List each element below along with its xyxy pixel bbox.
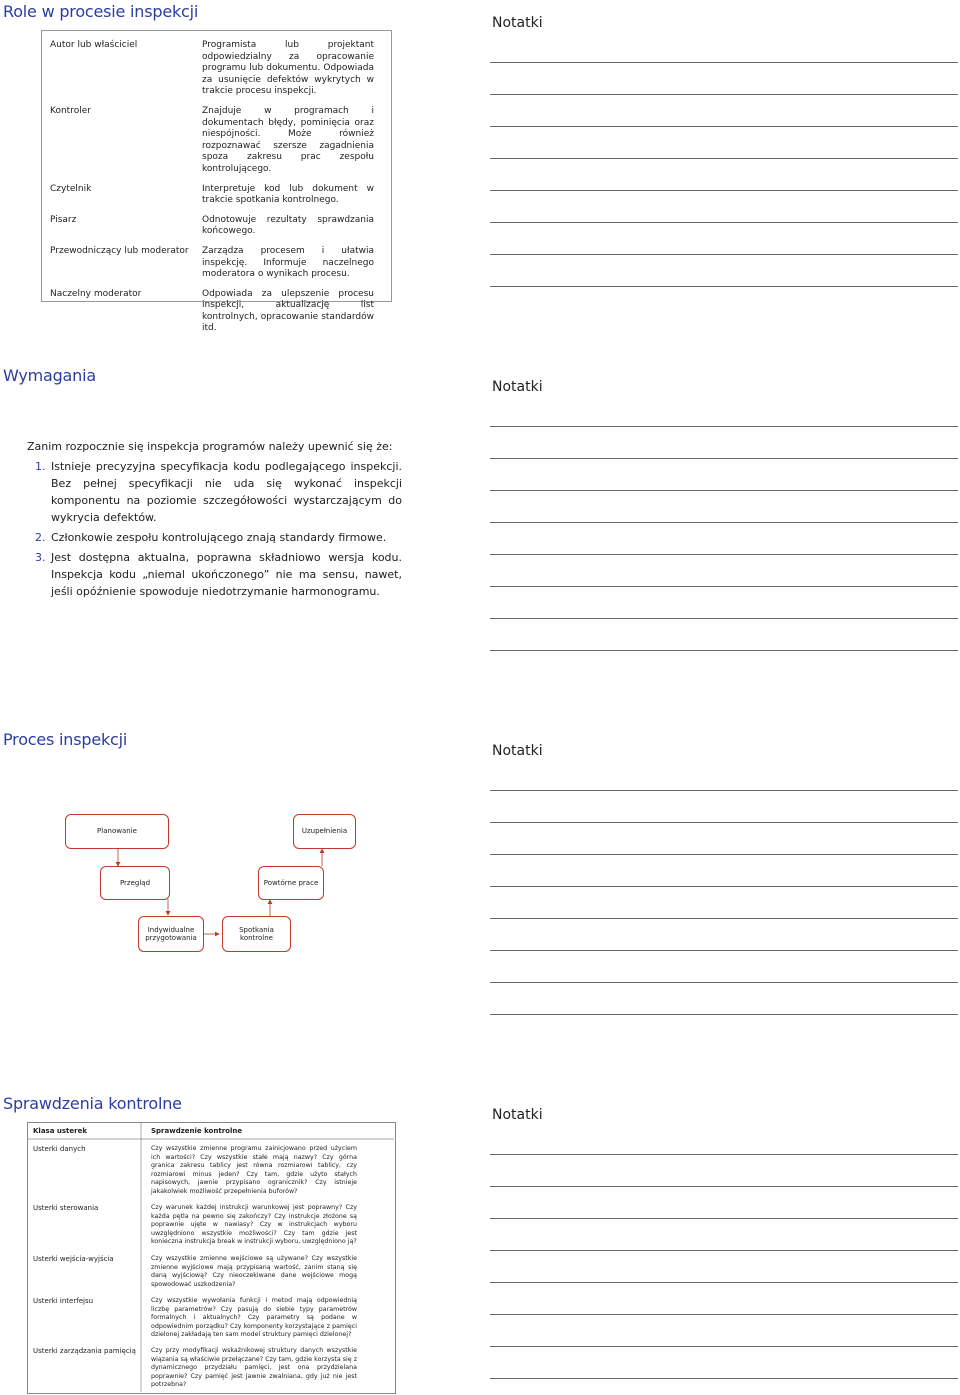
note-line: [490, 62, 958, 63]
role-desc: Interpretuje kod lub dokument w trakcie spotkania kontrolnego.: [202, 183, 374, 206]
requirement-text: Istnieje precyzyjna specyfikacja kodu podlegającego inspekcji. Bez pełnej specyfikacji nie uda się wykonać inspekcji komponentu na poziomie szczegółowości wystarczającym do wykrycia defektów.: [51, 460, 402, 524]
slide-title-proces: Proces inspekcji: [3, 730, 128, 749]
requirement-item: [27, 549, 402, 600]
role-row: [41, 184, 391, 207]
note-line: [490, 458, 958, 459]
role-desc: Programista lub projektant odpowiedzialny za opracowanie programu lub dokumentu. Odpowiada za usunięcie defektów wykrytych w trakcie procesu inspekcji.: [202, 40, 374, 97]
role-desc: Znajduje w programach i dokumentach błędy, pominięcia oraz niespójności. Może również rozpoznawać szersze zagadnienia spoza zakresu prac zespołu kontrolującego.: [202, 105, 374, 174]
checks-col-class: Klasa usterek: [33, 1127, 87, 1135]
note-line: [490, 554, 958, 555]
check-text: Czy warunek każdej instrukcji warunkowej jest poprawny? Czy każda pętla na pewno się zakończy? Czy instrukcje złożone są poprawnie ujęte w nawiasy? Czy w instrukcjach wyboru uwzględniono wszystkie możliwości? Czy tam gdzie jest konieczna instrukcja break w instrukcji wyboru, uwzględniono ją?: [151, 1204, 357, 1246]
note-line: [490, 254, 958, 255]
note-line: [490, 1014, 958, 1015]
flow-spotkania: Spotkania kontrolne: [222, 916, 291, 952]
note-line: [490, 1378, 958, 1379]
role-name: Czytelnik: [50, 183, 92, 194]
check-category: Usterki zarządzania pamięcią: [33, 1347, 136, 1355]
note-line: [490, 618, 958, 619]
note-line: [490, 158, 958, 159]
note-line: [490, 650, 958, 651]
note-line: [490, 522, 958, 523]
role-row: [41, 106, 391, 176]
check-category: Usterki danych: [33, 1145, 86, 1153]
note-line: [490, 982, 958, 983]
note-line: [490, 1346, 958, 1347]
role-name: Naczelny moderator: [50, 288, 142, 299]
role-name: Przewodniczący lub moderator: [50, 245, 189, 256]
note-line: [490, 490, 958, 491]
check-category: Usterki interfejsu: [33, 1297, 94, 1305]
flow-powtorne: Powtórne prace: [258, 866, 324, 900]
note-line: [490, 286, 958, 287]
check-text: Czy wszystkie wywołania funkcji i metod mają odpowiednią liczbę parametrów? Czy pasują do siebie typy parametrów formalnych i aktualnych? Czy parametry są podane w odpowiednim porządku? Czy komponenty korzystające z pamięci dzielonej zakładają ten sam model struktury pamięci dzielonej?: [151, 1297, 357, 1339]
notes-label-2: Notatki: [492, 379, 543, 395]
role-row: [41, 215, 391, 238]
flow-uzupelnienia: Uzupełnienia: [293, 814, 356, 849]
role-desc: Zarządza procesem i ułatwia inspekcję. Informuje naczelnego moderatora o wynikach procesu.: [202, 245, 374, 280]
note-line: [490, 886, 958, 887]
notes-label-3: Notatki: [492, 743, 543, 759]
note-line: [490, 854, 958, 855]
requirement-text: Członkowie zespołu kontrolującego znają standardy firmowe.: [51, 531, 387, 544]
note-line: [490, 918, 958, 919]
check-text: Czy przy modyfikacji wskaźnikowej struktury danych wszystkie wiązania są właściwie przełączane? Czy tam, gdzie korzysta się z dynamicznego przydziału pamięci, jest ona przydzielana poprawnie? Czy pamięć jest jawnie zwalniana, gdy już nie jest potrzebna?: [151, 1347, 357, 1389]
check-category: Usterki wejścia-wyjścia: [33, 1255, 114, 1263]
note-line: [490, 586, 958, 587]
flow-indywidualne: Indywidualne przygotowania: [138, 916, 204, 952]
flow-planowanie: Planowanie: [65, 814, 169, 849]
role-row: [41, 40, 391, 98]
role-name: Kontroler: [50, 105, 91, 116]
note-line: [490, 190, 958, 191]
check-category: Usterki sterowania: [33, 1204, 99, 1212]
check-text: Czy wszystkie zmienne programu zainicjowano przed użyciem ich wartości? Czy wszystkie stałe mają nazwy? Czy górna granica zakresu tablicy jest równa rozmiarowi tablicy, czy rozmiarowi minus jeden? Czy tam, gdzie użyto stałych napisowych, jawnie przypisano ogranicznik? Czy istnieje jakakolwiek możliwość przepełnienia buforów?: [151, 1145, 357, 1195]
note-line: [490, 1282, 958, 1283]
requirement-number: 1.: [35, 460, 46, 473]
role-row: [41, 246, 391, 281]
flow-przeglad: Przegląd: [100, 866, 170, 900]
notes-label-4: Notatki: [492, 1107, 543, 1123]
note-line: [490, 426, 958, 427]
note-line: [490, 94, 958, 95]
role-name: Pisarz: [50, 214, 77, 225]
requirement-item: [27, 458, 402, 526]
note-line: [490, 222, 958, 223]
role-row: [41, 289, 391, 335]
note-line: [490, 1314, 958, 1315]
requirement-number: 2.: [35, 531, 46, 544]
note-line: [490, 1250, 958, 1251]
slide-title-wymagania: Wymagania: [3, 366, 96, 385]
slide-title-role: Role w procesie inspekcji: [3, 2, 199, 21]
role-name: Autor lub właściciel: [50, 40, 138, 50]
note-line: [490, 126, 958, 127]
requirement-item: [27, 529, 402, 546]
note-line: [490, 1218, 958, 1219]
note-line: [490, 950, 958, 951]
checks-col-check: Sprawdzenie kontrolne: [151, 1127, 243, 1135]
requirement-text: Jest dostępna aktualna, poprawna składniowo wersja kodu. Inspekcja kodu „niemal ukończonego” nie ma sensu, nawet, jeśli opóźnienie spowoduje niedotrzymanie harmonogramu.: [51, 551, 402, 598]
requirements: [27, 438, 402, 600]
role-desc: Odpowiada za ulepszenie procesu inspekcji, aktualizację list kontrolnych, opracowanie standardów itd.: [202, 288, 374, 334]
requirements-intro: Zanim rozpocznie się inspekcja programów należy upewnić się że:: [27, 440, 393, 453]
note-line: [490, 1186, 958, 1187]
roles-table: [41, 30, 391, 343]
role-desc: Odnotowuje rezultaty sprawdzania końcowego.: [202, 214, 374, 237]
slide-title-sprawdzenia: Sprawdzenia kontrolne: [3, 1094, 182, 1113]
notes-label-1: Notatki: [492, 15, 543, 31]
requirement-number: 3.: [35, 551, 46, 564]
note-line: [490, 822, 958, 823]
note-line: [490, 1154, 958, 1155]
check-text: Czy wszystkie zmienne wejściowe są używane? Czy wszystkie zmienne wyjściowe mają przypisaną wartość, zanim staną się daną wyjściową? Czy nieoczekiwane dane wejściowe mogą spowodować uszkodzenia?: [151, 1255, 357, 1288]
note-line: [490, 790, 958, 791]
